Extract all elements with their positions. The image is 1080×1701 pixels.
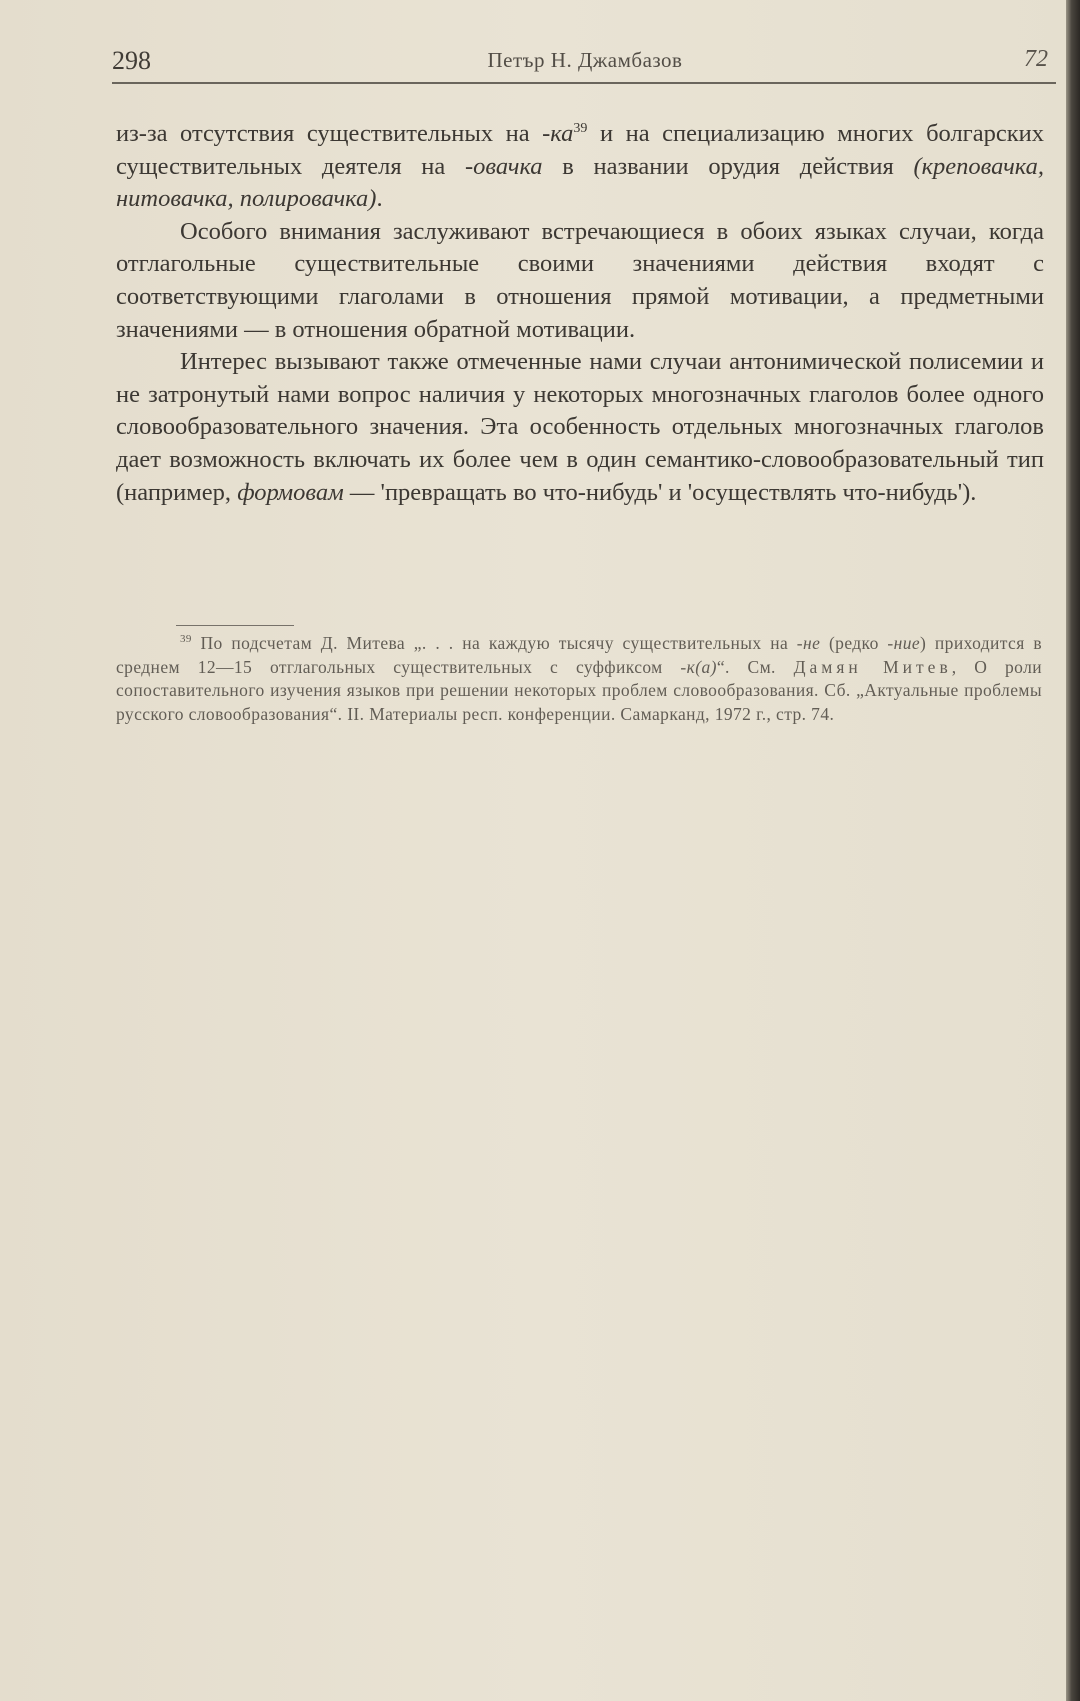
paragraph-1: из-за отсутствия существительных на $-ка^{39}$ и на специализацию многих болгарских существительных деятеля на -овачка в названии орудия действия (креповачка, нитовачка, полировачка). xyxy=(116,120,1044,213)
italic-example-word: формовам xyxy=(237,478,344,506)
italic-suffix: -ка xyxy=(542,120,574,147)
footnote-reference: 39 xyxy=(573,120,588,136)
main-text xyxy=(116,118,1044,509)
page-edge-shadow xyxy=(1066,0,1080,1701)
handwritten-folio-number: 72 xyxy=(1024,46,1048,72)
page-number: 298 xyxy=(112,46,151,75)
running-head-title: Петър Н. Джамбазов xyxy=(487,48,683,72)
footnote-divider xyxy=(176,625,294,626)
italic-suffix: -овачка xyxy=(464,152,543,180)
italic-examples: (креповачка, нитовачка, полировачка) xyxy=(116,152,1044,213)
paragraph-2: Особого внимания заслуживают встречающиеся в обоих языках случаи, когда отглагольные существительные своими значениями действия входят с соответствующими глаголами в отношения прямой мотивации, а предметными значениями — в отношения обратной мотивации. xyxy=(116,217,1044,343)
author-name-spaced: Дамян Митев xyxy=(793,656,952,677)
header-rule xyxy=(112,82,1056,84)
footnote-number: 39 xyxy=(180,633,192,646)
running-head xyxy=(112,42,1058,82)
paragraph-3: Интерес вызывают также отмеченные нами случаи антонимической полисемии и не затронутый нами вопрос наличия у некоторых многозначных глаголов более одного словообразовательного значения. Эта особенность отдельных многозначных глаголов дает возможность включать их более чем в один семантико-словообразовательный тип (например, формовам — 'превращать во что-нибудь' и 'осуществлять что-нибудь'). xyxy=(116,348,1044,506)
footnote-39: $^{39}$ По подсчетам Д. Митева „. . . на каждую тысячу существительных на -не (редко -ние) приходится в среднем 12—15 отглагольных существительных с суффиксом -к(а)“. См. Дамян Митев, О роли сопоставительного изучения языков при решении некоторых проблем словообразования. Сб. „Актуальные проблемы русского словообразования“. II. Материалы респ. конференции. Самарканд, 1972 г., стр. 74. xyxy=(116,633,1042,724)
